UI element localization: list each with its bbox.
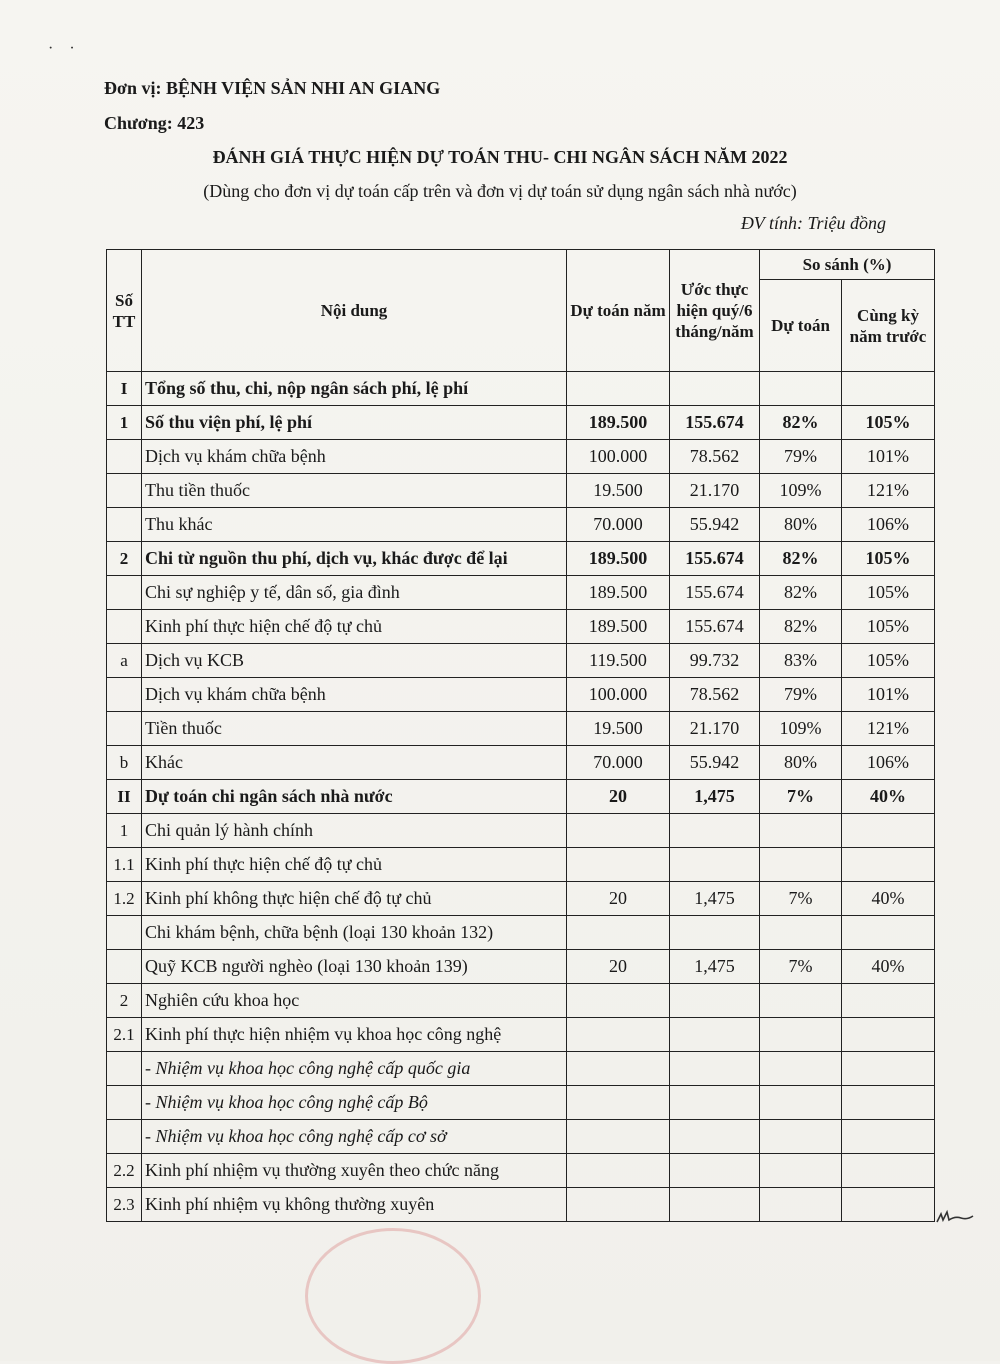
signature-mark — [935, 1208, 975, 1228]
table-body — [107, 372, 935, 1222]
row-stt: 1.2 — [107, 882, 142, 916]
row-content: Kinh phí không thực hiện chế độ tự chủ — [142, 882, 567, 916]
row-pct-estimate: 109% — [760, 474, 842, 508]
row-content: Kinh phí nhiệm vụ thường xuyên theo chức năng — [142, 1154, 567, 1188]
row-pct-estimate: 7% — [760, 950, 842, 984]
row-estimate: 20 — [567, 950, 670, 984]
row-content: Số thu viện phí, lệ phí — [142, 406, 567, 440]
row-estimate — [567, 916, 670, 950]
row-pct-estimate: 82% — [760, 406, 842, 440]
row-actual: 78.562 — [670, 440, 760, 474]
table-row — [107, 712, 935, 746]
row-stt: 1 — [107, 406, 142, 440]
table-row — [107, 848, 935, 882]
row-estimate — [567, 1052, 670, 1086]
table-row — [107, 372, 935, 406]
row-content: - Nhiệm vụ khoa học công nghệ cấp Bộ — [142, 1086, 567, 1120]
row-estimate: 20 — [567, 780, 670, 814]
row-actual: 21.170 — [670, 712, 760, 746]
row-pct-estimate — [760, 1018, 842, 1052]
table-row — [107, 644, 935, 678]
row-pct-prev: 105% — [842, 406, 935, 440]
row-pct-prev — [842, 1154, 935, 1188]
row-pct-estimate: 80% — [760, 508, 842, 542]
row-pct-prev — [842, 372, 935, 406]
row-stt — [107, 1052, 142, 1086]
header-actual: Ước thực hiện quý/6 tháng/năm — [670, 250, 760, 372]
row-pct-prev: 105% — [842, 644, 935, 678]
row-actual — [670, 984, 760, 1018]
row-pct-estimate — [760, 984, 842, 1018]
row-actual — [670, 916, 760, 950]
unit-note: ĐV tính: Triệu đồng — [740, 213, 886, 233]
row-pct-estimate — [760, 916, 842, 950]
table-row — [107, 1018, 935, 1052]
row-pct-prev: 40% — [842, 780, 935, 814]
row-content: Dịch vụ KCB — [142, 644, 567, 678]
row-pct-prev — [842, 1018, 935, 1052]
row-content: Tổng số thu, chi, nộp ngân sách phí, lệ phí — [142, 372, 567, 406]
table-row — [107, 1086, 935, 1120]
row-stt — [107, 712, 142, 746]
row-actual: 155.674 — [670, 576, 760, 610]
row-content: - Nhiệm vụ khoa học công nghệ cấp cơ sở — [142, 1120, 567, 1154]
row-estimate: 70.000 — [567, 508, 670, 542]
row-estimate: 100.000 — [567, 678, 670, 712]
row-stt: 1 — [107, 814, 142, 848]
row-stt — [107, 576, 142, 610]
row-pct-estimate: 7% — [760, 780, 842, 814]
row-estimate: 189.500 — [567, 406, 670, 440]
row-pct-estimate — [760, 1086, 842, 1120]
row-estimate — [567, 1018, 670, 1052]
row-actual — [670, 372, 760, 406]
row-estimate: 100.000 — [567, 440, 670, 474]
header-compare: So sánh (%) — [760, 250, 935, 280]
row-stt — [107, 1086, 142, 1120]
row-content: Nghiên cứu khoa học — [142, 984, 567, 1018]
row-pct-prev — [842, 1188, 935, 1222]
row-actual — [670, 1086, 760, 1120]
row-estimate — [567, 984, 670, 1018]
row-stt — [107, 440, 142, 474]
row-pct-prev: 40% — [842, 950, 935, 984]
document-subtitle: (Dùng cho đơn vị dự toán cấp trên và đơn vị dự toán sử dụng ngân sách nhà nước) — [203, 181, 797, 201]
row-content: Khác — [142, 746, 567, 780]
row-pct-prev: 121% — [842, 474, 935, 508]
row-estimate — [567, 814, 670, 848]
row-pct-estimate — [760, 1188, 842, 1222]
row-actual — [670, 1154, 760, 1188]
row-content: Kinh phí thực hiện nhiệm vụ khoa học công nghệ — [142, 1018, 567, 1052]
row-pct-prev — [842, 848, 935, 882]
row-pct-estimate: 82% — [760, 576, 842, 610]
header-estimate: Dự toán năm — [567, 250, 670, 372]
row-estimate: 189.500 — [567, 576, 670, 610]
row-pct-estimate — [760, 814, 842, 848]
row-pct-estimate — [760, 848, 842, 882]
row-actual — [670, 848, 760, 882]
table-row — [107, 610, 935, 644]
row-estimate: 70.000 — [567, 746, 670, 780]
unit-label: Đơn vị: BỆNH VIỆN SẢN NHI AN GIANG — [104, 78, 441, 98]
table-row — [107, 542, 935, 576]
header-stt: Số TT — [107, 250, 142, 372]
row-content: - Nhiệm vụ khoa học công nghệ cấp quốc gia — [142, 1052, 567, 1086]
row-pct-prev — [842, 984, 935, 1018]
table-row — [107, 1052, 935, 1086]
row-stt: 2.1 — [107, 1018, 142, 1052]
header-compare-estimate: Dự toán — [760, 280, 842, 372]
row-content: Dự toán chi ngân sách nhà nước — [142, 780, 567, 814]
row-estimate — [567, 1188, 670, 1222]
row-content: Kinh phí nhiệm vụ không thường xuyên — [142, 1188, 567, 1222]
row-content: Dịch vụ khám chữa bệnh — [142, 678, 567, 712]
document-title: ĐÁNH GIÁ THỰC HIỆN DỰ TOÁN THU- CHI NGÂN SÁCH NĂM 2022 — [212, 147, 788, 167]
table-row — [107, 950, 935, 984]
row-pct-estimate: 80% — [760, 746, 842, 780]
row-stt: 2.2 — [107, 1154, 142, 1188]
table-row — [107, 882, 935, 916]
row-pct-estimate: 79% — [760, 440, 842, 474]
header-compare-prev: Cùng kỳ năm trước — [842, 280, 935, 372]
row-estimate: 19.500 — [567, 474, 670, 508]
row-pct-prev: 105% — [842, 610, 935, 644]
row-stt: 1.1 — [107, 848, 142, 882]
row-pct-estimate: 7% — [760, 882, 842, 916]
row-estimate — [567, 1120, 670, 1154]
row-pct-prev: 106% — [842, 746, 935, 780]
row-actual: 1,475 — [670, 950, 760, 984]
row-estimate: 20 — [567, 882, 670, 916]
row-content: Chi từ nguồn thu phí, dịch vụ, khác được để lại — [142, 542, 567, 576]
row-pct-prev — [842, 1086, 935, 1120]
row-content: Kinh phí thực hiện chế độ tự chủ — [142, 848, 567, 882]
row-actual: 55.942 — [670, 508, 760, 542]
row-content: Thu tiền thuốc — [142, 474, 567, 508]
row-actual: 99.732 — [670, 644, 760, 678]
row-pct-prev: 40% — [842, 882, 935, 916]
row-actual: 78.562 — [670, 678, 760, 712]
row-actual: 155.674 — [670, 610, 760, 644]
table-row — [107, 440, 935, 474]
row-pct-estimate — [760, 1052, 842, 1086]
table-row — [107, 984, 935, 1018]
row-stt: b — [107, 746, 142, 780]
row-estimate: 119.500 — [567, 644, 670, 678]
table-row — [107, 1188, 935, 1222]
row-estimate: 189.500 — [567, 542, 670, 576]
table-row — [107, 474, 935, 508]
chapter-label: Chương: 423 — [104, 113, 205, 133]
row-actual — [670, 1052, 760, 1086]
row-actual: 21.170 — [670, 474, 760, 508]
header-content: Nội dung — [142, 250, 567, 372]
row-pct-estimate — [760, 372, 842, 406]
row-actual: 155.674 — [670, 406, 760, 440]
table-row — [107, 814, 935, 848]
row-stt: 2.3 — [107, 1188, 142, 1222]
table-row — [107, 916, 935, 950]
row-pct-prev — [842, 814, 935, 848]
row-pct-estimate: 79% — [760, 678, 842, 712]
row-pct-prev: 101% — [842, 678, 935, 712]
row-actual: 1,475 — [670, 882, 760, 916]
row-stt: II — [107, 780, 142, 814]
row-stt: a — [107, 644, 142, 678]
row-estimate — [567, 848, 670, 882]
table-row — [107, 780, 935, 814]
row-estimate — [567, 1086, 670, 1120]
row-stt — [107, 508, 142, 542]
row-estimate — [567, 1154, 670, 1188]
row-stt — [107, 1120, 142, 1154]
row-pct-prev — [842, 1052, 935, 1086]
table-row — [107, 406, 935, 440]
row-stt — [107, 916, 142, 950]
row-content: Quỹ KCB người nghèo (loại 130 khoản 139) — [142, 950, 567, 984]
row-actual — [670, 1018, 760, 1052]
row-stt — [107, 678, 142, 712]
row-content: Dịch vụ khám chữa bệnh — [142, 440, 567, 474]
row-pct-prev: 105% — [842, 542, 935, 576]
row-actual — [670, 1120, 760, 1154]
row-pct-prev — [842, 916, 935, 950]
row-pct-estimate — [760, 1120, 842, 1154]
row-stt — [107, 950, 142, 984]
row-content: Chi sự nghiệp y tế, dân số, gia đình — [142, 576, 567, 610]
row-actual — [670, 1188, 760, 1222]
row-estimate: 19.500 — [567, 712, 670, 746]
table-header — [107, 250, 935, 372]
row-actual — [670, 814, 760, 848]
row-pct-estimate: 82% — [760, 610, 842, 644]
row-actual: 55.942 — [670, 746, 760, 780]
row-stt — [107, 474, 142, 508]
table-row — [107, 678, 935, 712]
row-estimate — [567, 372, 670, 406]
table-row — [107, 576, 935, 610]
row-pct-estimate: 83% — [760, 644, 842, 678]
corner-marks: · · — [48, 40, 81, 57]
row-pct-prev: 106% — [842, 508, 935, 542]
row-actual: 155.674 — [670, 542, 760, 576]
table-row — [107, 1154, 935, 1188]
row-stt: 2 — [107, 984, 142, 1018]
row-content: Kinh phí thực hiện chế độ tự chủ — [142, 610, 567, 644]
row-actual: 1,475 — [670, 780, 760, 814]
row-pct-prev: 121% — [842, 712, 935, 746]
red-stamp — [305, 1228, 481, 1364]
row-content: Chi khám bệnh, chữa bệnh (loại 130 khoản 132) — [142, 916, 567, 950]
row-estimate: 189.500 — [567, 610, 670, 644]
budget-table — [106, 249, 935, 1222]
row-pct-estimate: 109% — [760, 712, 842, 746]
row-pct-prev: 101% — [842, 440, 935, 474]
row-content: Thu khác — [142, 508, 567, 542]
row-content: Tiền thuốc — [142, 712, 567, 746]
row-pct-prev: 105% — [842, 576, 935, 610]
row-stt: I — [107, 372, 142, 406]
row-stt — [107, 610, 142, 644]
row-pct-estimate — [760, 1154, 842, 1188]
row-stt: 2 — [107, 542, 142, 576]
row-pct-prev — [842, 1120, 935, 1154]
table-row — [107, 508, 935, 542]
row-content: Chi quản lý hành chính — [142, 814, 567, 848]
table-row — [107, 1120, 935, 1154]
row-pct-estimate: 82% — [760, 542, 842, 576]
table-row — [107, 746, 935, 780]
